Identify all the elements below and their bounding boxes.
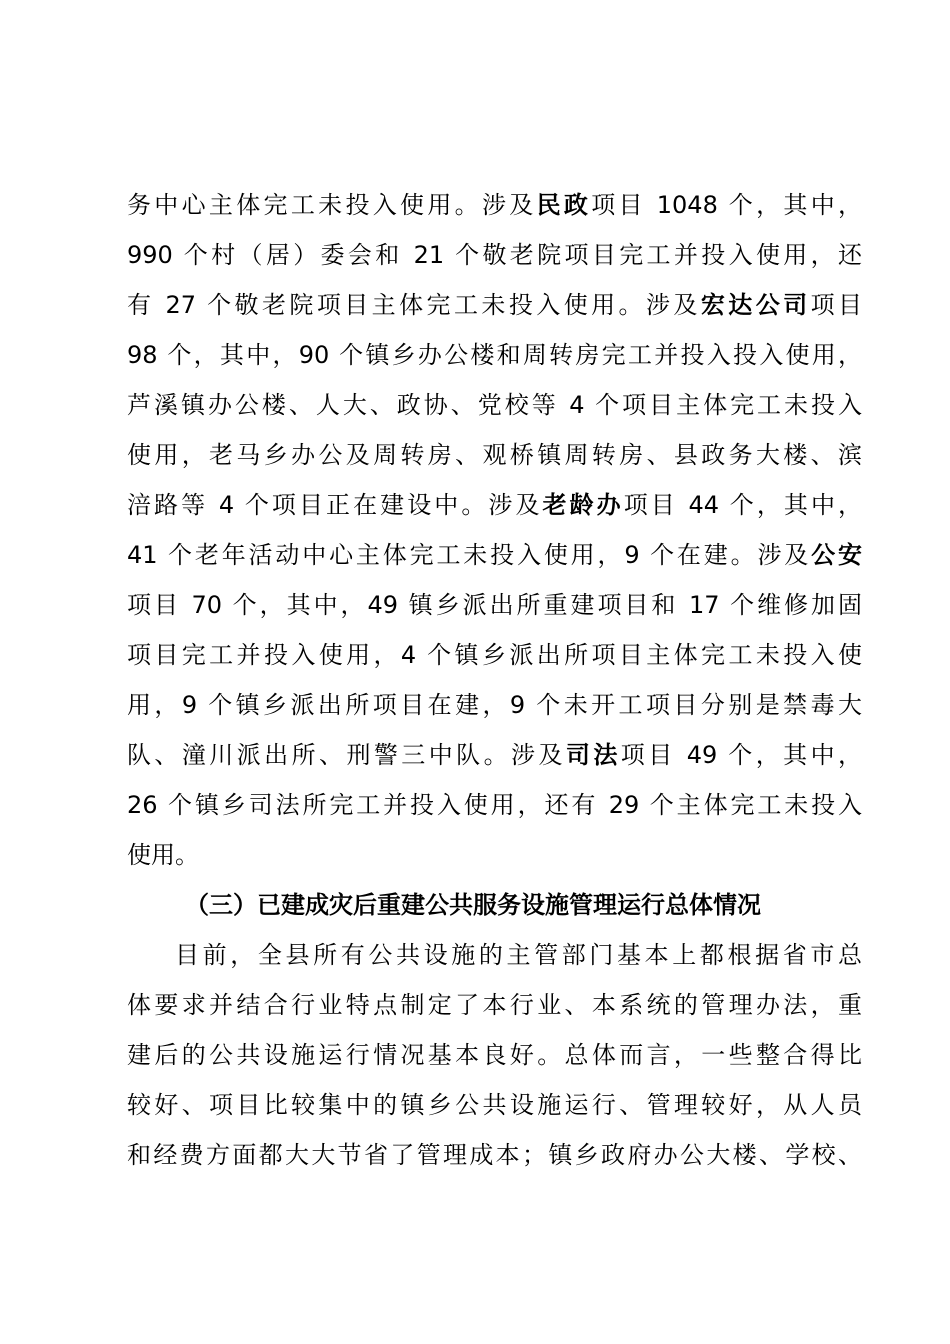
text-line: 体要求并结合行业特点制定了本行业、本系统的管理办法，重 <box>127 991 862 1019</box>
bold-keyword: 司法 <box>565 741 621 769</box>
text-line: 有 27 个敬老院项目主体完工未投入使用。涉及宏达公司项目 <box>127 291 863 319</box>
text-line: 项目 70 个，其中，49 镇乡派出所重建项目和 17 个维修加固 <box>127 591 862 619</box>
text-line: 项目完工并投入使用，4 个镇乡派出所项目主体完工未投入使 <box>127 641 862 669</box>
text-line: 98 个，其中，90 个镇乡办公楼和周转房完工并投入投入使用， <box>127 341 862 369</box>
text-line: 涪路等 4 个项目正在建设中。涉及老龄办项目 44 个，其中， <box>127 491 863 519</box>
section-heading: （三）已建成灾后重建公共服务设施管理运行总体情况 <box>185 891 761 919</box>
document-body <box>127 180 862 1180</box>
text-line: 使用。 <box>127 841 199 869</box>
text-line: 目前，全县所有公共设施的主管部门基本上都根据省市总 <box>175 941 862 969</box>
text-line: 用，9 个镇乡派出所项目在建，9 个未开工项目分别是禁毒大 <box>127 691 862 719</box>
text-line: 和经费方面都大大节省了管理成本；镇乡政府办公大楼、学校、 <box>127 1141 862 1169</box>
bold-keyword: 宏达公司 <box>700 291 811 319</box>
text-line: 较好、项目比较集中的镇乡公共设施运行、管理较好，从人员 <box>127 1091 862 1119</box>
text-line: 990 个村（居）委会和 21 个敬老院项目完工并投入使用，还 <box>127 241 862 269</box>
text-line: 建后的公共设施运行情况基本良好。总体而言，一些整合得比 <box>127 1041 862 1069</box>
text-line: 芦溪镇办公楼、人大、政协、党校等 4 个项目主体完工未投入 <box>127 391 862 419</box>
text-line: 26 个镇乡司法所完工并投入使用，还有 29 个主体完工未投入 <box>127 791 862 819</box>
bold-keyword: 老龄办 <box>542 491 624 519</box>
text-line: 务中心主体完工未投入使用。涉及民政项目 1048 个，其中， <box>127 191 863 219</box>
text-line: 41 个老年活动中心主体完工未投入使用，9 个在建。涉及公安 <box>127 541 862 569</box>
text-line: 队、潼川派出所、刑警三中队。涉及司法项目 49 个，其中， <box>127 741 863 769</box>
bold-keyword: 公安 <box>811 541 862 569</box>
bold-keyword: 民政 <box>536 191 592 219</box>
text-line: 使用，老马乡办公及周转房、观桥镇周转房、县政务大楼、滨 <box>127 441 862 469</box>
